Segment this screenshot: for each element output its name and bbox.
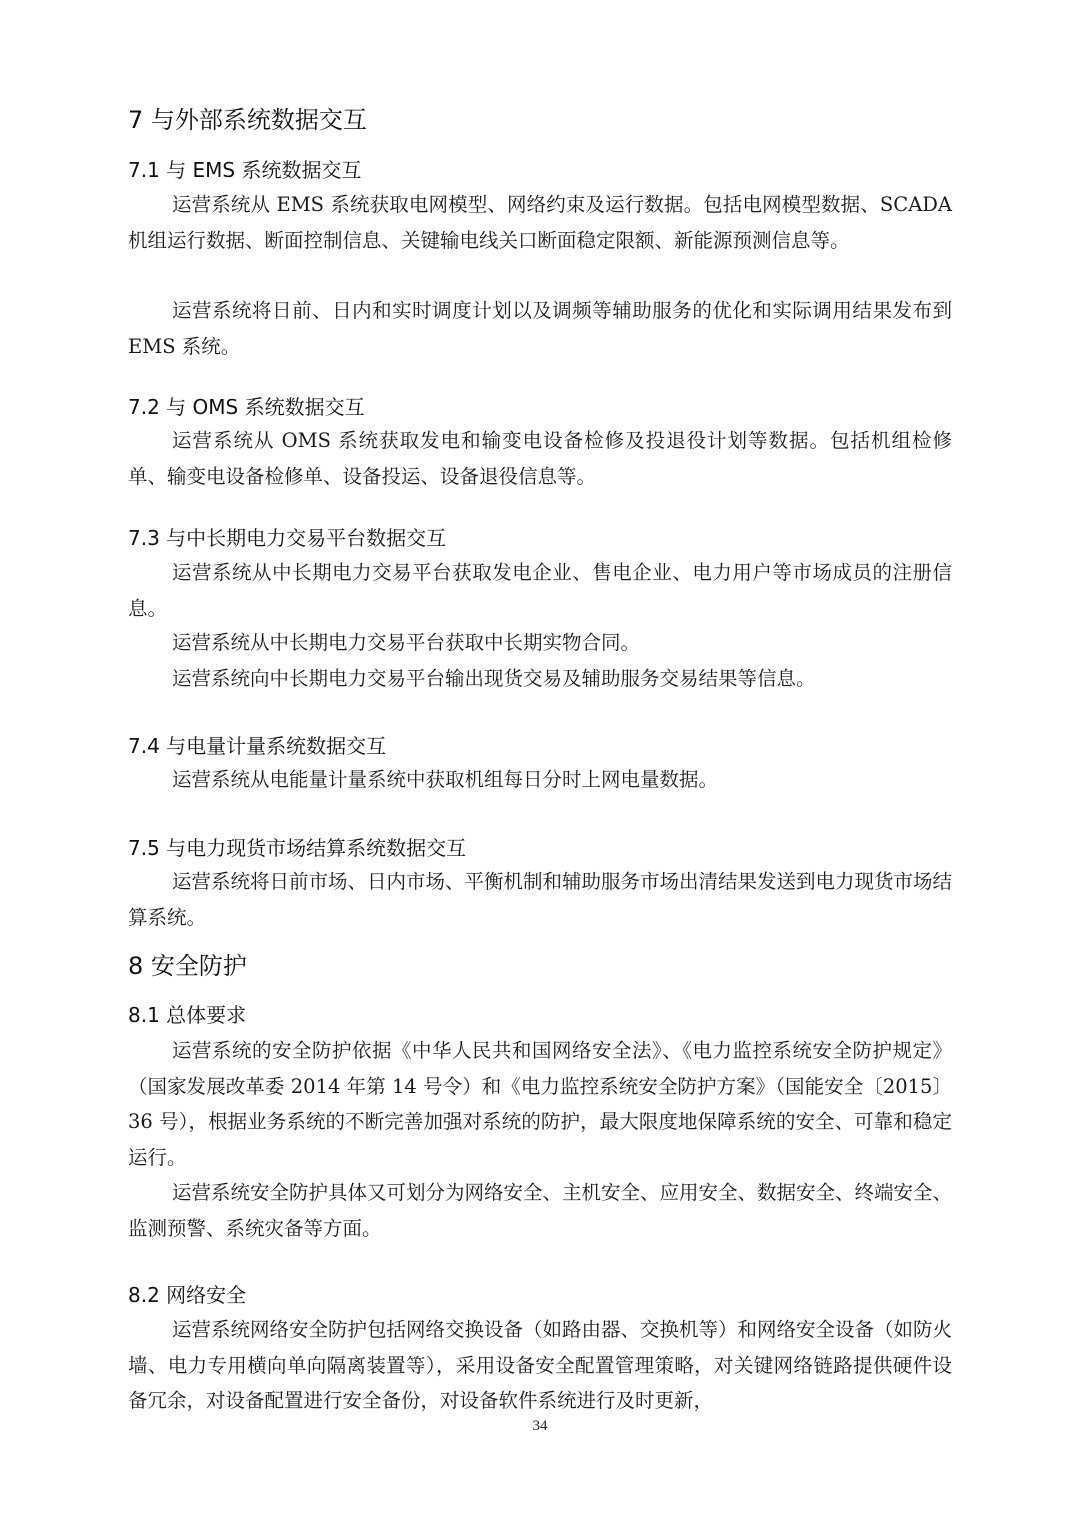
section-7-4-heading: 7.4 与电量计量系统数据交互 bbox=[128, 734, 387, 758]
section-7-3-paragraph-3: 运营系统向中长期电力交易平台输出现货交易及辅助服务交易结果等信息。 bbox=[172, 667, 816, 690]
section-7-2-heading: 7.2 与 OMS 系统数据交互 bbox=[128, 395, 365, 419]
section-8-heading: 8 安全防护 bbox=[128, 952, 247, 980]
section-8-1-heading: 8.1 总体要求 bbox=[128, 1003, 247, 1027]
section-7-1-paragraph-1: 运营系统从 EMS 系统获取电网模型、网络约束及运行数据。包括电网模型数据、SCADA 机组运行数据、断面控制信息、关键输电线关口断面稳定限额、新能源预测信息等。 bbox=[128, 193, 952, 252]
section-7-4-paragraph-1: 运营系统从电能量计量系统中获取机组每日分时上网电量数据。 bbox=[172, 768, 719, 791]
section-8-2-paragraph-1: 运营系统网络安全防护包括网络交换设备（如路由器、交换机等）和网络安全设备（如防火墙、电力专用横向单向隔离装置等），采用设备安全配置管理策略，对关键网络链路提供硬件设备冗余，对设备配置进行安全备份，对设备软件系统进行及时更新， bbox=[128, 1318, 953, 1412]
section-7-3-paragraph-2: 运营系统从中长期电力交易平台获取中长期实物合同。 bbox=[172, 631, 641, 654]
section-8-1-paragraph-2: 运营系统安全防护具体又可划分为网络安全、主机安全、应用安全、数据安全、终端安全、监测预警、系统灾备等方面。 bbox=[128, 1181, 953, 1240]
section-7-3-paragraph-1: 运营系统从中长期电力交易平台获取发电企业、售电企业、电力用户等市场成员的注册信息。 bbox=[128, 561, 952, 620]
section-7-3-heading: 7.3 与中长期电力交易平台数据交互 bbox=[128, 526, 447, 550]
section-8-2-heading: 8.2 网络安全 bbox=[128, 1283, 247, 1307]
section-7-5-paragraph-1: 运营系统将日前市场、日内市场、平衡机制和辅助服务市场出清结果发送到电力现货市场结算系统。 bbox=[128, 870, 953, 929]
section-8-1-paragraph-1: 运营系统的安全防护依据《中华人民共和国网络安全法》、《电力监控系统安全防护规定》（国家发展改革委 2014 年第 14 号令）和《电力监控系统安全防护方案》（国能安全〔2015〕36 号），根据业务系统的不断完善加强对系统的防护，最大限度地保障系统的安全、可靠和稳定运行。 bbox=[128, 1039, 953, 1169]
page-number: 34 bbox=[532, 1418, 548, 1434]
section-7-heading: 7 与外部系统数据交互 bbox=[128, 106, 367, 134]
section-7-5-heading: 7.5 与电力现货市场结算系统数据交互 bbox=[128, 836, 467, 860]
section-7-1-paragraph-2: 运营系统将日前、日内和实时调度计划以及调频等辅助服务的优化和实际调用结果发布到 EMS 系统。 bbox=[128, 299, 952, 358]
section-7-2-paragraph-1: 运营系统从 OMS 系统获取发电和输变电设备检修及投退役计划等数据。包括机组检修单、输变电设备检修单、设备投运、设备退役信息等。 bbox=[128, 429, 952, 488]
section-7-1-heading: 7.1 与 EMS 系统数据交互 bbox=[128, 158, 362, 182]
